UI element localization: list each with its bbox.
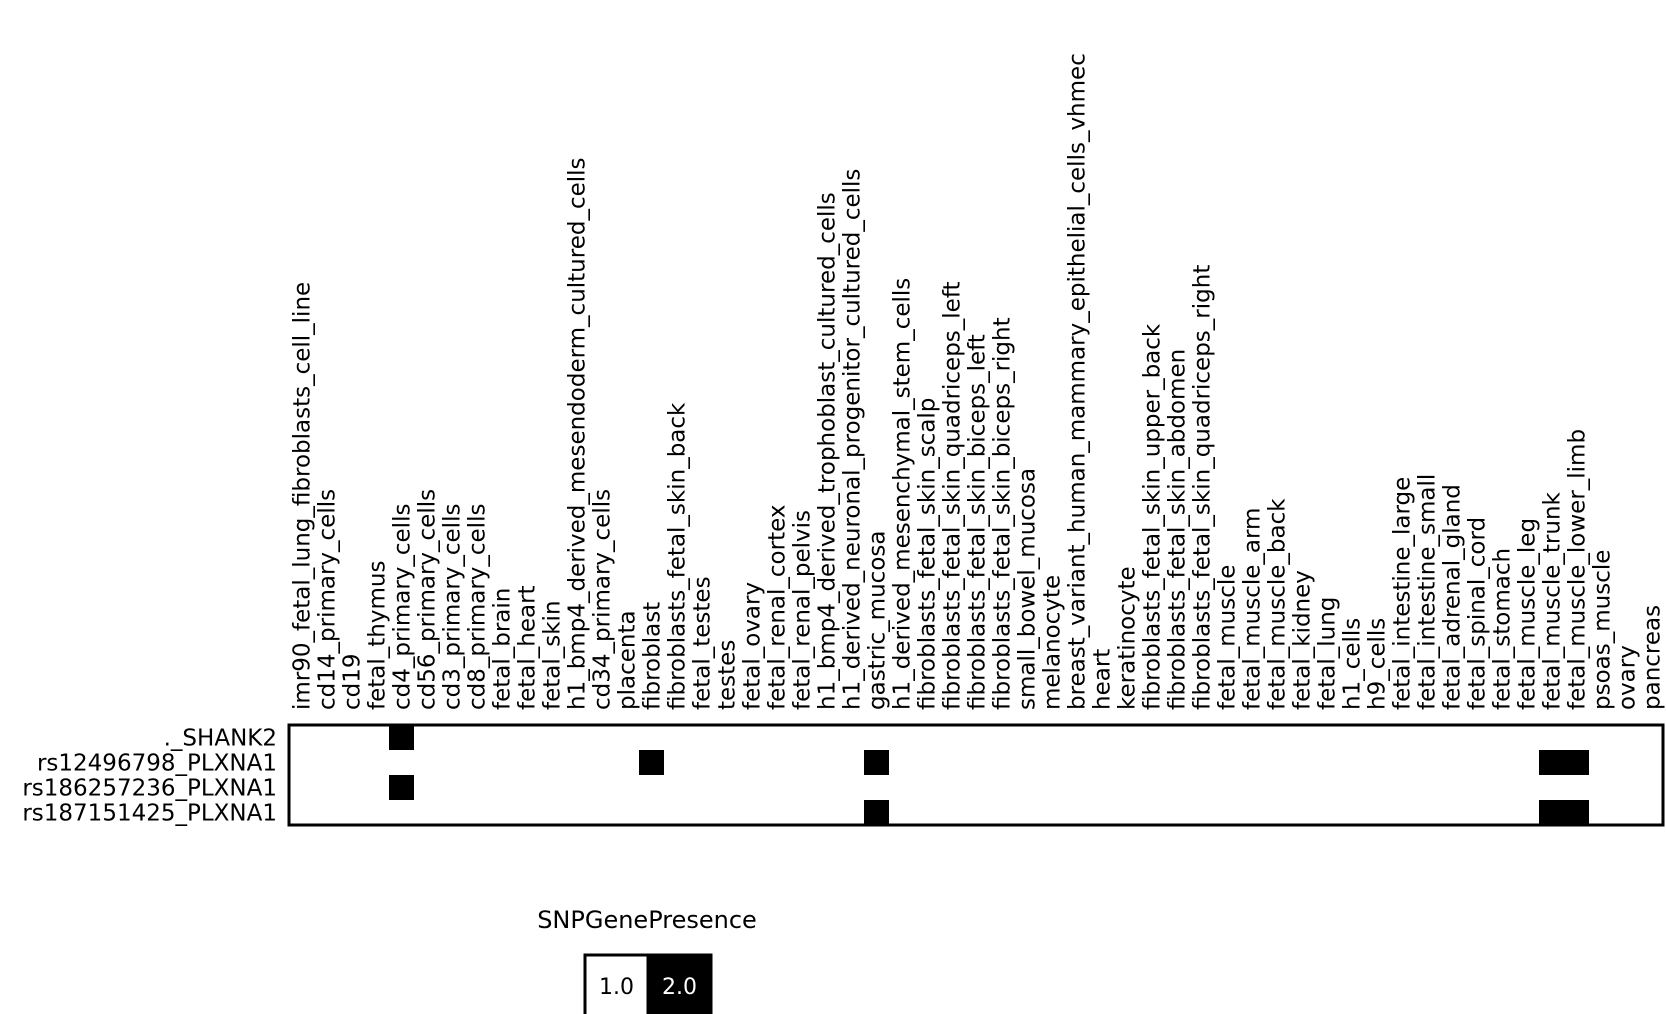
column-label: fetal_kidney bbox=[1289, 570, 1316, 710]
column-label: cd56_primary_cells bbox=[414, 488, 441, 710]
column-label: ovary bbox=[1614, 645, 1641, 710]
heatmap-cell bbox=[864, 750, 889, 775]
column-label: cd8_primary_cells bbox=[464, 503, 491, 710]
legend-entries bbox=[585, 955, 711, 1014]
column-label: fibroblast bbox=[639, 601, 666, 710]
legend-label: 1.0 bbox=[599, 975, 634, 1000]
column-label: keratinocyte bbox=[1114, 566, 1141, 710]
heatmap-cell bbox=[1564, 750, 1589, 775]
column-label: h1_derived_mesenchymal_stem_cells bbox=[889, 277, 916, 710]
column-label: fibroblasts_fetal_skin_back bbox=[664, 402, 691, 710]
column-label: breast_variant_human_mammary_epithelial_cells_vhmec bbox=[1064, 53, 1091, 710]
column-label: fetal_lung bbox=[1314, 596, 1341, 710]
heatmap-cell bbox=[389, 725, 414, 750]
column-label: psoas_muscle bbox=[1589, 549, 1616, 710]
column-label: testes bbox=[714, 639, 741, 710]
heatmap-cell bbox=[389, 775, 414, 800]
column-label: cd19 bbox=[339, 653, 366, 710]
row-label: ._SHANK2 bbox=[163, 725, 277, 752]
column-label: pancreas bbox=[1639, 604, 1666, 710]
legend-title: SNPGenePresence bbox=[537, 906, 757, 934]
column-label: small_bowel_mucosa bbox=[1014, 467, 1041, 710]
column-label: fetal_muscle_trunk bbox=[1539, 492, 1566, 710]
row-labels bbox=[22, 726, 277, 827]
row-label: rs12496798_PLXNA1 bbox=[36, 750, 277, 777]
heatmap-cell bbox=[1564, 800, 1589, 825]
heatmap-cell bbox=[864, 800, 889, 825]
column-label: fetal_intestine_small bbox=[1414, 473, 1441, 710]
column-label: fibroblasts_fetal_skin_biceps_left bbox=[964, 334, 991, 710]
column-label: fetal_intestine_large bbox=[1389, 476, 1416, 710]
heatmap-cell bbox=[1539, 800, 1564, 825]
column-label: fetal_muscle_back bbox=[1264, 498, 1291, 710]
column-label: h9_cells bbox=[1364, 617, 1391, 710]
column-label: h1_derived_neuronal_progenitor_cultured_cells bbox=[839, 168, 866, 710]
column-label: cd3_primary_cells bbox=[439, 503, 466, 710]
row-label: rs187151425_PLXNA1 bbox=[22, 800, 277, 827]
column-label: fetal_stomach bbox=[1489, 547, 1516, 710]
column-label: fetal_brain bbox=[489, 587, 516, 710]
plot-frame bbox=[289, 725, 1663, 825]
column-label: fetal_renal_pelvis bbox=[789, 509, 816, 710]
column-label: imr90_fetal_lung_fibroblasts_cell_line bbox=[289, 281, 316, 710]
heatmap-cell bbox=[639, 750, 664, 775]
column-label: placenta bbox=[614, 610, 641, 710]
column-label: fetal_thymus bbox=[364, 560, 391, 710]
column-label: fibroblasts_fetal_skin_abdomen bbox=[1164, 348, 1191, 710]
column-label: h1_bmp4_derived_trophoblast_cultured_cells bbox=[814, 192, 841, 710]
column-label: fibroblasts_fetal_skin_quadriceps_left bbox=[939, 281, 966, 710]
column-label: cd14_primary_cells bbox=[314, 488, 341, 710]
legend-label: 2.0 bbox=[662, 975, 697, 1000]
heatmap-cell bbox=[1539, 750, 1564, 775]
heatmap-cells bbox=[389, 725, 1589, 825]
column-label: fetal_muscle_leg bbox=[1514, 517, 1541, 710]
legend bbox=[537, 906, 757, 1014]
column-labels bbox=[290, 53, 1666, 710]
column-label: fetal_muscle_arm bbox=[1239, 507, 1266, 710]
column-label: fibroblasts_fetal_skin_biceps_right bbox=[989, 317, 1016, 710]
column-label: cd34_primary_cells bbox=[589, 488, 616, 710]
column-label: fetal_renal_cortex bbox=[764, 504, 791, 710]
column-label: heart bbox=[1089, 648, 1116, 710]
column-label: fibroblasts_fetal_skin_scalp bbox=[914, 397, 941, 710]
column-label: fetal_spinal_cord bbox=[1464, 516, 1491, 710]
column-label: fibroblasts_fetal_skin_quadriceps_right bbox=[1189, 264, 1216, 710]
column-label: fetal_testes bbox=[689, 576, 716, 710]
column-label: h1_bmp4_derived_mesendoderm_cultured_cells bbox=[564, 157, 591, 710]
row-label: rs186257236_PLXNA1 bbox=[22, 775, 277, 802]
column-label: cd4_primary_cells bbox=[389, 503, 416, 710]
column-label: gastric_mucosa bbox=[864, 530, 891, 710]
column-label: fetal_heart bbox=[514, 585, 541, 710]
column-label: fetal_muscle_lower_limb bbox=[1564, 428, 1591, 710]
column-label: fetal_skin bbox=[539, 600, 566, 710]
column-label: melanocyte bbox=[1039, 574, 1066, 710]
column-label: fetal_muscle bbox=[1214, 564, 1241, 710]
column-label: fetal_ovary bbox=[739, 581, 766, 710]
column-label: h1_cells bbox=[1339, 617, 1366, 710]
column-label: fetal_adrenal_gland bbox=[1439, 484, 1466, 710]
column-label: fibroblasts_fetal_skin_upper_back bbox=[1139, 323, 1166, 710]
